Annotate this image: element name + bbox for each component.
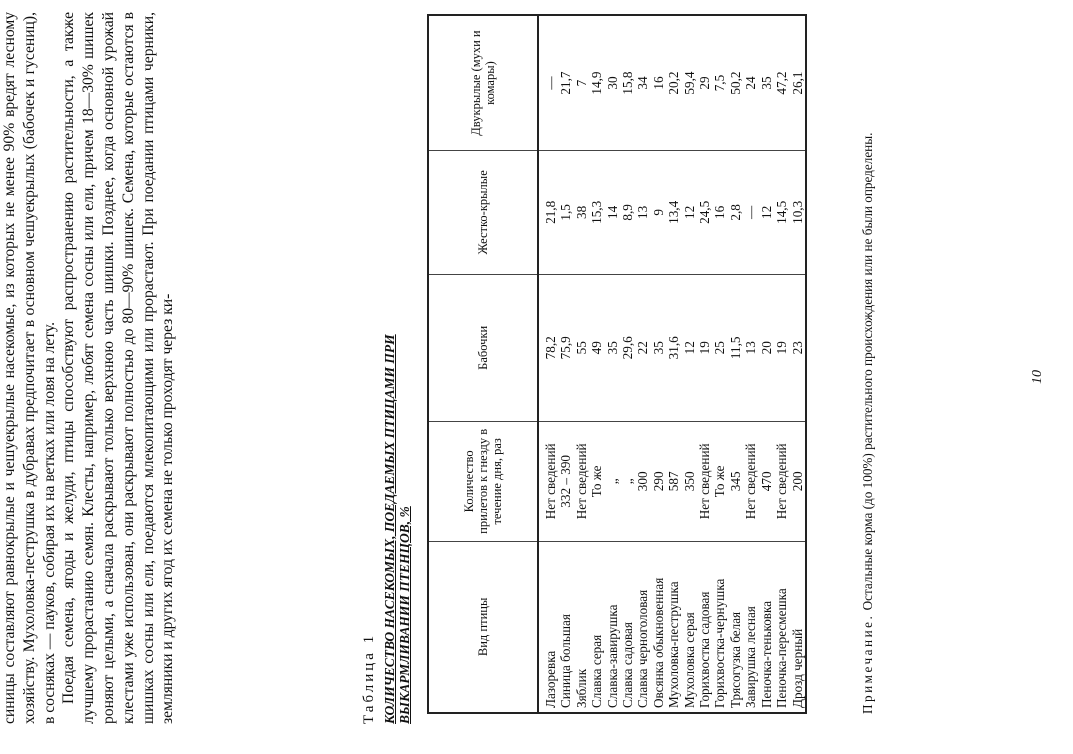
note-text: Остальные корма (до 100%) растительного происхождения или не были определены. bbox=[860, 132, 875, 611]
page-number: 10 bbox=[1030, 370, 1045, 384]
insects-table bbox=[427, 14, 807, 714]
cell-butterflies: 19 bbox=[697, 274, 712, 421]
cell-diptera: 47,2 bbox=[774, 15, 789, 151]
cell-visits: 290 bbox=[651, 421, 666, 541]
cell-diptera: 16 bbox=[651, 15, 666, 151]
cell-diptera: 29 bbox=[697, 15, 712, 151]
cell-diptera: 30 bbox=[605, 15, 620, 151]
cell-species: Синица большая bbox=[558, 541, 573, 713]
cell-species: Славка черноголовая bbox=[635, 541, 650, 713]
table-row bbox=[728, 15, 743, 713]
cell-diptera: 21,7 bbox=[558, 15, 573, 151]
cell-beetles: 16 bbox=[712, 151, 727, 275]
paragraph-1: синицы составляют равнокрылые и чешуекрылые насекомые, из которых не менее 90% вредят лесному хозяйству. Мухоловка-пеструшка в дубравах предпочитает в основном чешуекрылых (бабочек и гусениц), в сосняках — пауков, собирая их на ветках или ловя на лету. bbox=[1, 12, 58, 724]
cell-visits: 332 – 390 bbox=[558, 421, 573, 541]
cell-visits: „ bbox=[620, 421, 635, 541]
cell-diptera: 50,2 bbox=[728, 15, 743, 151]
cell-beetles: 24,5 bbox=[697, 151, 712, 275]
cell-species: Пеночка-теньковка bbox=[759, 541, 774, 713]
cell-butterflies: 11,5 bbox=[728, 274, 743, 421]
table-row bbox=[790, 15, 806, 713]
table-body bbox=[538, 15, 806, 713]
cell-species: Овсянка обыкновенная bbox=[651, 541, 666, 713]
table-header-row bbox=[428, 15, 538, 713]
cell-visits: Нет сведений bbox=[574, 421, 589, 541]
table-row bbox=[574, 15, 589, 713]
cell-diptera: — bbox=[538, 15, 558, 151]
header-visits: Количество прилетов к гнезду в течение дня, раз bbox=[428, 421, 538, 541]
cell-species: Зяблик bbox=[574, 541, 589, 713]
cell-butterflies: 23 bbox=[790, 274, 806, 421]
table-row bbox=[589, 15, 604, 713]
cell-visits: Нет сведений bbox=[743, 421, 758, 541]
note-label: Примечание. bbox=[860, 613, 875, 714]
cell-species: Пеночка-пересмешка bbox=[774, 541, 789, 713]
cell-butterflies: 20 bbox=[759, 274, 774, 421]
cell-species: Славка-завирушка bbox=[605, 541, 620, 713]
cell-butterflies: 25 bbox=[712, 274, 727, 421]
cell-visits: 345 bbox=[728, 421, 743, 541]
cell-butterflies: 55 bbox=[574, 274, 589, 421]
cell-beetles: 38 bbox=[574, 151, 589, 275]
paragraph-2: Поедая семена, ягоды и желуди, птицы способствуют распространению растительности, а также лучшему прорастанию семян. Клесты, например, любят семена сосны или ели, причем 18—30% шишек роняют целыми, а сначала раскрывают только верхнюю часть шишки. Позднее, когда основной урожай клестами уже использован, они раскрывают полностью до 80—90% шишек. Семена, которые остаются в шишках сосны или ели, поедаются млекопитающими или прорастают. При поедании птицами черники, земляники и других ягод их семена не только проходят через ки- bbox=[60, 12, 177, 724]
cell-beetles: 15,3 bbox=[589, 151, 604, 275]
cell-butterflies: 75,9 bbox=[558, 274, 573, 421]
table-row bbox=[620, 15, 635, 713]
cell-visits: Нет сведений bbox=[697, 421, 712, 541]
table-row bbox=[759, 15, 774, 713]
table-row bbox=[697, 15, 712, 713]
table-row bbox=[682, 15, 697, 713]
table-label: Таблица 1 bbox=[361, 632, 377, 724]
cell-species: Горихвостка-чернушка bbox=[712, 541, 727, 713]
cell-beetles: 10,3 bbox=[790, 151, 806, 275]
table-caption bbox=[361, 24, 412, 724]
table-note bbox=[860, 14, 876, 714]
table-row bbox=[743, 15, 758, 713]
header-diptera: Двукрылые (мухи и комары) bbox=[428, 15, 538, 151]
cell-butterflies: 19 bbox=[774, 274, 789, 421]
cell-species: Славка садовая bbox=[620, 541, 635, 713]
table-row bbox=[635, 15, 650, 713]
cell-beetles: 13 bbox=[635, 151, 650, 275]
cell-diptera: 26,1 bbox=[790, 15, 806, 151]
table-row bbox=[605, 15, 620, 713]
cell-visits: 587 bbox=[666, 421, 681, 541]
cell-butterflies: 12 bbox=[682, 274, 697, 421]
header-beetles: Жестко-крылые bbox=[428, 151, 538, 275]
cell-beetles: 2,8 bbox=[728, 151, 743, 275]
cell-butterflies: 22 bbox=[635, 274, 650, 421]
cell-butterflies: 13 bbox=[743, 274, 758, 421]
cell-diptera: 14,9 bbox=[589, 15, 604, 151]
cell-visits: Нет сведений bbox=[538, 421, 558, 541]
cell-beetles: 12 bbox=[682, 151, 697, 275]
cell-butterflies: 35 bbox=[605, 274, 620, 421]
table-row bbox=[651, 15, 666, 713]
cell-visits: 470 bbox=[759, 421, 774, 541]
cell-diptera: 24 bbox=[743, 15, 758, 151]
cell-beetles: 8,9 bbox=[620, 151, 635, 275]
cell-visits: То же bbox=[589, 421, 604, 541]
table-title: КОЛИЧЕСТВО НАСЕКОМЫХ, ПОЕДАЕМЫХ ПТИЦАМИ ПРИ ВЫКАРМЛИВАНИИ ПТЕНЦОВ, % bbox=[382, 334, 412, 724]
cell-species: Славка серая bbox=[589, 541, 604, 713]
cell-diptera: 59,4 bbox=[682, 15, 697, 151]
cell-diptera: 20,2 bbox=[666, 15, 681, 151]
table-row bbox=[712, 15, 727, 713]
cell-visits: 200 bbox=[790, 421, 806, 541]
cell-visits: То же bbox=[712, 421, 727, 541]
cell-species: Мухоловка-пеструшка bbox=[666, 541, 681, 713]
cell-beetles: 9 bbox=[651, 151, 666, 275]
cell-visits: „ bbox=[605, 421, 620, 541]
cell-butterflies: 49 bbox=[589, 274, 604, 421]
cell-species: Трясогузка белая bbox=[728, 541, 743, 713]
cell-butterflies: 31,6 bbox=[666, 274, 681, 421]
cell-diptera: 7,5 bbox=[712, 15, 727, 151]
cell-beetles: 13,4 bbox=[666, 151, 681, 275]
cell-diptera: 34 bbox=[635, 15, 650, 151]
cell-visits: 350 bbox=[682, 421, 697, 541]
cell-species: Мухоловка серая bbox=[682, 541, 697, 713]
body-text bbox=[0, 12, 178, 724]
cell-beetles: 14 bbox=[605, 151, 620, 275]
cell-diptera: 15,8 bbox=[620, 15, 635, 151]
table-row bbox=[666, 15, 681, 713]
table-row bbox=[774, 15, 789, 713]
cell-visits: 300 bbox=[635, 421, 650, 541]
header-butterflies: Бабочки bbox=[428, 274, 538, 421]
cell-species: Горихвостка садовая bbox=[697, 541, 712, 713]
cell-visits: Нет сведений bbox=[774, 421, 789, 541]
cell-species: Лазоревка bbox=[538, 541, 558, 713]
cell-beetles: 12 bbox=[759, 151, 774, 275]
table-row bbox=[538, 15, 558, 713]
cell-butterflies: 35 bbox=[651, 274, 666, 421]
cell-butterflies: 29,6 bbox=[620, 274, 635, 421]
cell-species: Дрозд черный bbox=[790, 541, 806, 713]
cell-beetles: 14,5 bbox=[774, 151, 789, 275]
cell-beetles: 1,5 bbox=[558, 151, 573, 275]
cell-species: Завирушка лесная bbox=[743, 541, 758, 713]
table-row bbox=[558, 15, 573, 713]
cell-butterflies: 78,2 bbox=[538, 274, 558, 421]
cell-beetles: — bbox=[743, 151, 758, 275]
header-species: Вид птицы bbox=[428, 541, 538, 713]
cell-diptera: 35 bbox=[759, 15, 774, 151]
cell-diptera: 7 bbox=[574, 15, 589, 151]
cell-beetles: 21,8 bbox=[538, 151, 558, 275]
